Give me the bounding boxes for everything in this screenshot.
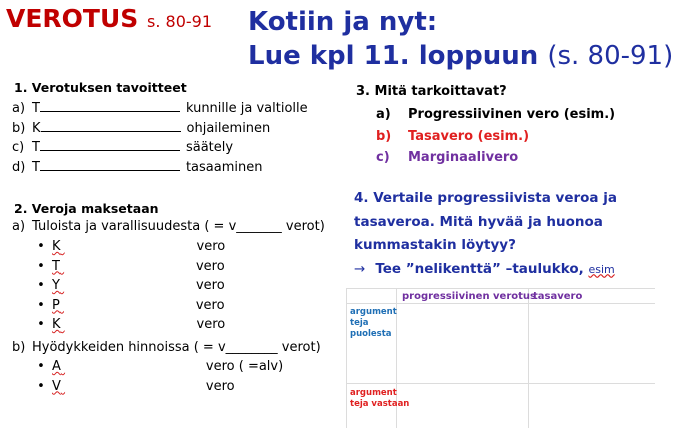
list-marker: d) [12,159,26,175]
section-2a-text: Tuloista ja varallisuudesta ( = v_______ verot) [32,219,325,234]
section-4-question: 4. Vertaile progressiivista veroa ja tasaveroa. Mitä hyvää ja huonoa kummastakin löytyy? [354,190,617,253]
tax-bullet [30,239,225,254]
definition-text: Progressiivinen vero (esim.) [408,107,616,122]
fill-blank [40,158,180,171]
homework-line-2 [248,40,673,73]
bullet-icon: • [37,239,45,254]
list-marker: c) [376,150,390,165]
arrow-icon: → [354,260,366,277]
fill-blank [61,239,197,254]
section-2b-line [12,340,321,355]
bullet-word: vero [196,239,226,254]
bullet-word: vero [196,317,226,332]
list-marker: b) [12,120,26,136]
fill-blank [40,138,180,151]
bullet-letter: P [52,297,60,313]
table-border [346,303,655,304]
goal-prefix: K [32,120,41,136]
bullet-icon: • [37,359,45,374]
tax-bullet [30,298,225,313]
section-4-instruction-line [354,258,654,282]
table-border [346,383,655,384]
goal-prefix: T [32,101,40,116]
homework-pages: (s. 80-91) [547,41,673,71]
list-marker: b) [376,128,392,144]
goal-suffix: säätely [185,140,234,155]
fill-blank [60,298,196,313]
definition-text: Marginaalivero [408,150,519,165]
goal-item [12,138,233,155]
title-pages: s. 80-91 [147,12,213,31]
bullet-icon: • [37,278,45,293]
goal-item [12,158,262,175]
fill-blank [60,259,196,274]
tax-bullet [30,278,225,293]
title-text: VEROTUS [6,4,139,33]
fill-blank [60,278,196,293]
tax-bullet [30,359,283,374]
table-border [346,288,655,289]
section-2-heading: 2. Veroja maksetaan [14,201,159,216]
bullet-letter: Y [52,278,60,293]
section-2b-text: Hyödykkeiden hinnoissa ( = v________ verot) [32,340,321,355]
fill-blank [40,99,180,112]
table-header-progressive: progressiivinen verotus [402,291,536,302]
goal-prefix: T [32,159,40,175]
bullet-icon: • [37,378,45,394]
section-4-block [354,187,654,281]
tax-bullet [30,259,225,274]
fill-blank [41,119,181,132]
goal-suffix: ohjaileminen [186,120,271,136]
table-row-for: argument teja puolesta [350,307,397,339]
bullet-letter: K [52,317,61,332]
bullet-icon: • [37,317,45,332]
table-header-flat: tasavero [533,291,583,302]
goal-item [12,99,308,116]
section-3-heading: 3. Mitä tarkoittavat? [356,84,507,99]
bullet-word: vero [205,378,235,394]
goal-suffix: tasaaminen [185,159,263,175]
section-2a-line [12,219,325,234]
definition-item [376,107,615,122]
bullet-icon: • [37,258,45,274]
goal-prefix: T [32,140,40,155]
bullet-letter: A [52,359,61,374]
fill-blank [61,379,206,394]
definition-item [376,150,518,165]
list-marker: a) [376,107,391,122]
definition-item [376,129,529,144]
fill-blank [61,317,197,332]
bullet-letter: T [52,258,60,274]
bullet-word: vero [195,278,225,293]
list-marker: c) [12,140,25,155]
tax-bullet [30,317,225,332]
homework-line-1: Kotiin ja nyt: [248,7,438,37]
table-border [346,288,347,428]
fill-blank [61,359,206,374]
list-marker: a) [12,101,26,116]
table-row-against: argument teja vastaan [350,388,410,409]
table-border [528,288,529,428]
goal-item [12,119,270,136]
homework-text: Lue kpl 11. loppuun [248,41,539,71]
section-1-heading: 1. Verotuksen tavoitteet [14,80,187,95]
bullet-icon: • [37,297,45,313]
bullet-word: vero ( =alv) [205,359,284,374]
list-marker: b) [12,340,26,355]
list-marker: a) [12,219,26,234]
bullet-word: vero [195,258,225,274]
bullet-word: vero [195,297,225,313]
tax-bullet [30,379,235,394]
section-4-esim: esim [588,262,615,276]
goal-suffix: kunnille ja valtiolle [185,101,308,116]
section-4-instruction: Tee ”nelikenttä” –taulukko, [375,260,584,277]
bullet-letter: K [52,239,61,254]
bullet-letter: V [52,378,61,394]
definition-text: Tasavero (esim.) [408,128,530,144]
page-title [6,4,212,33]
